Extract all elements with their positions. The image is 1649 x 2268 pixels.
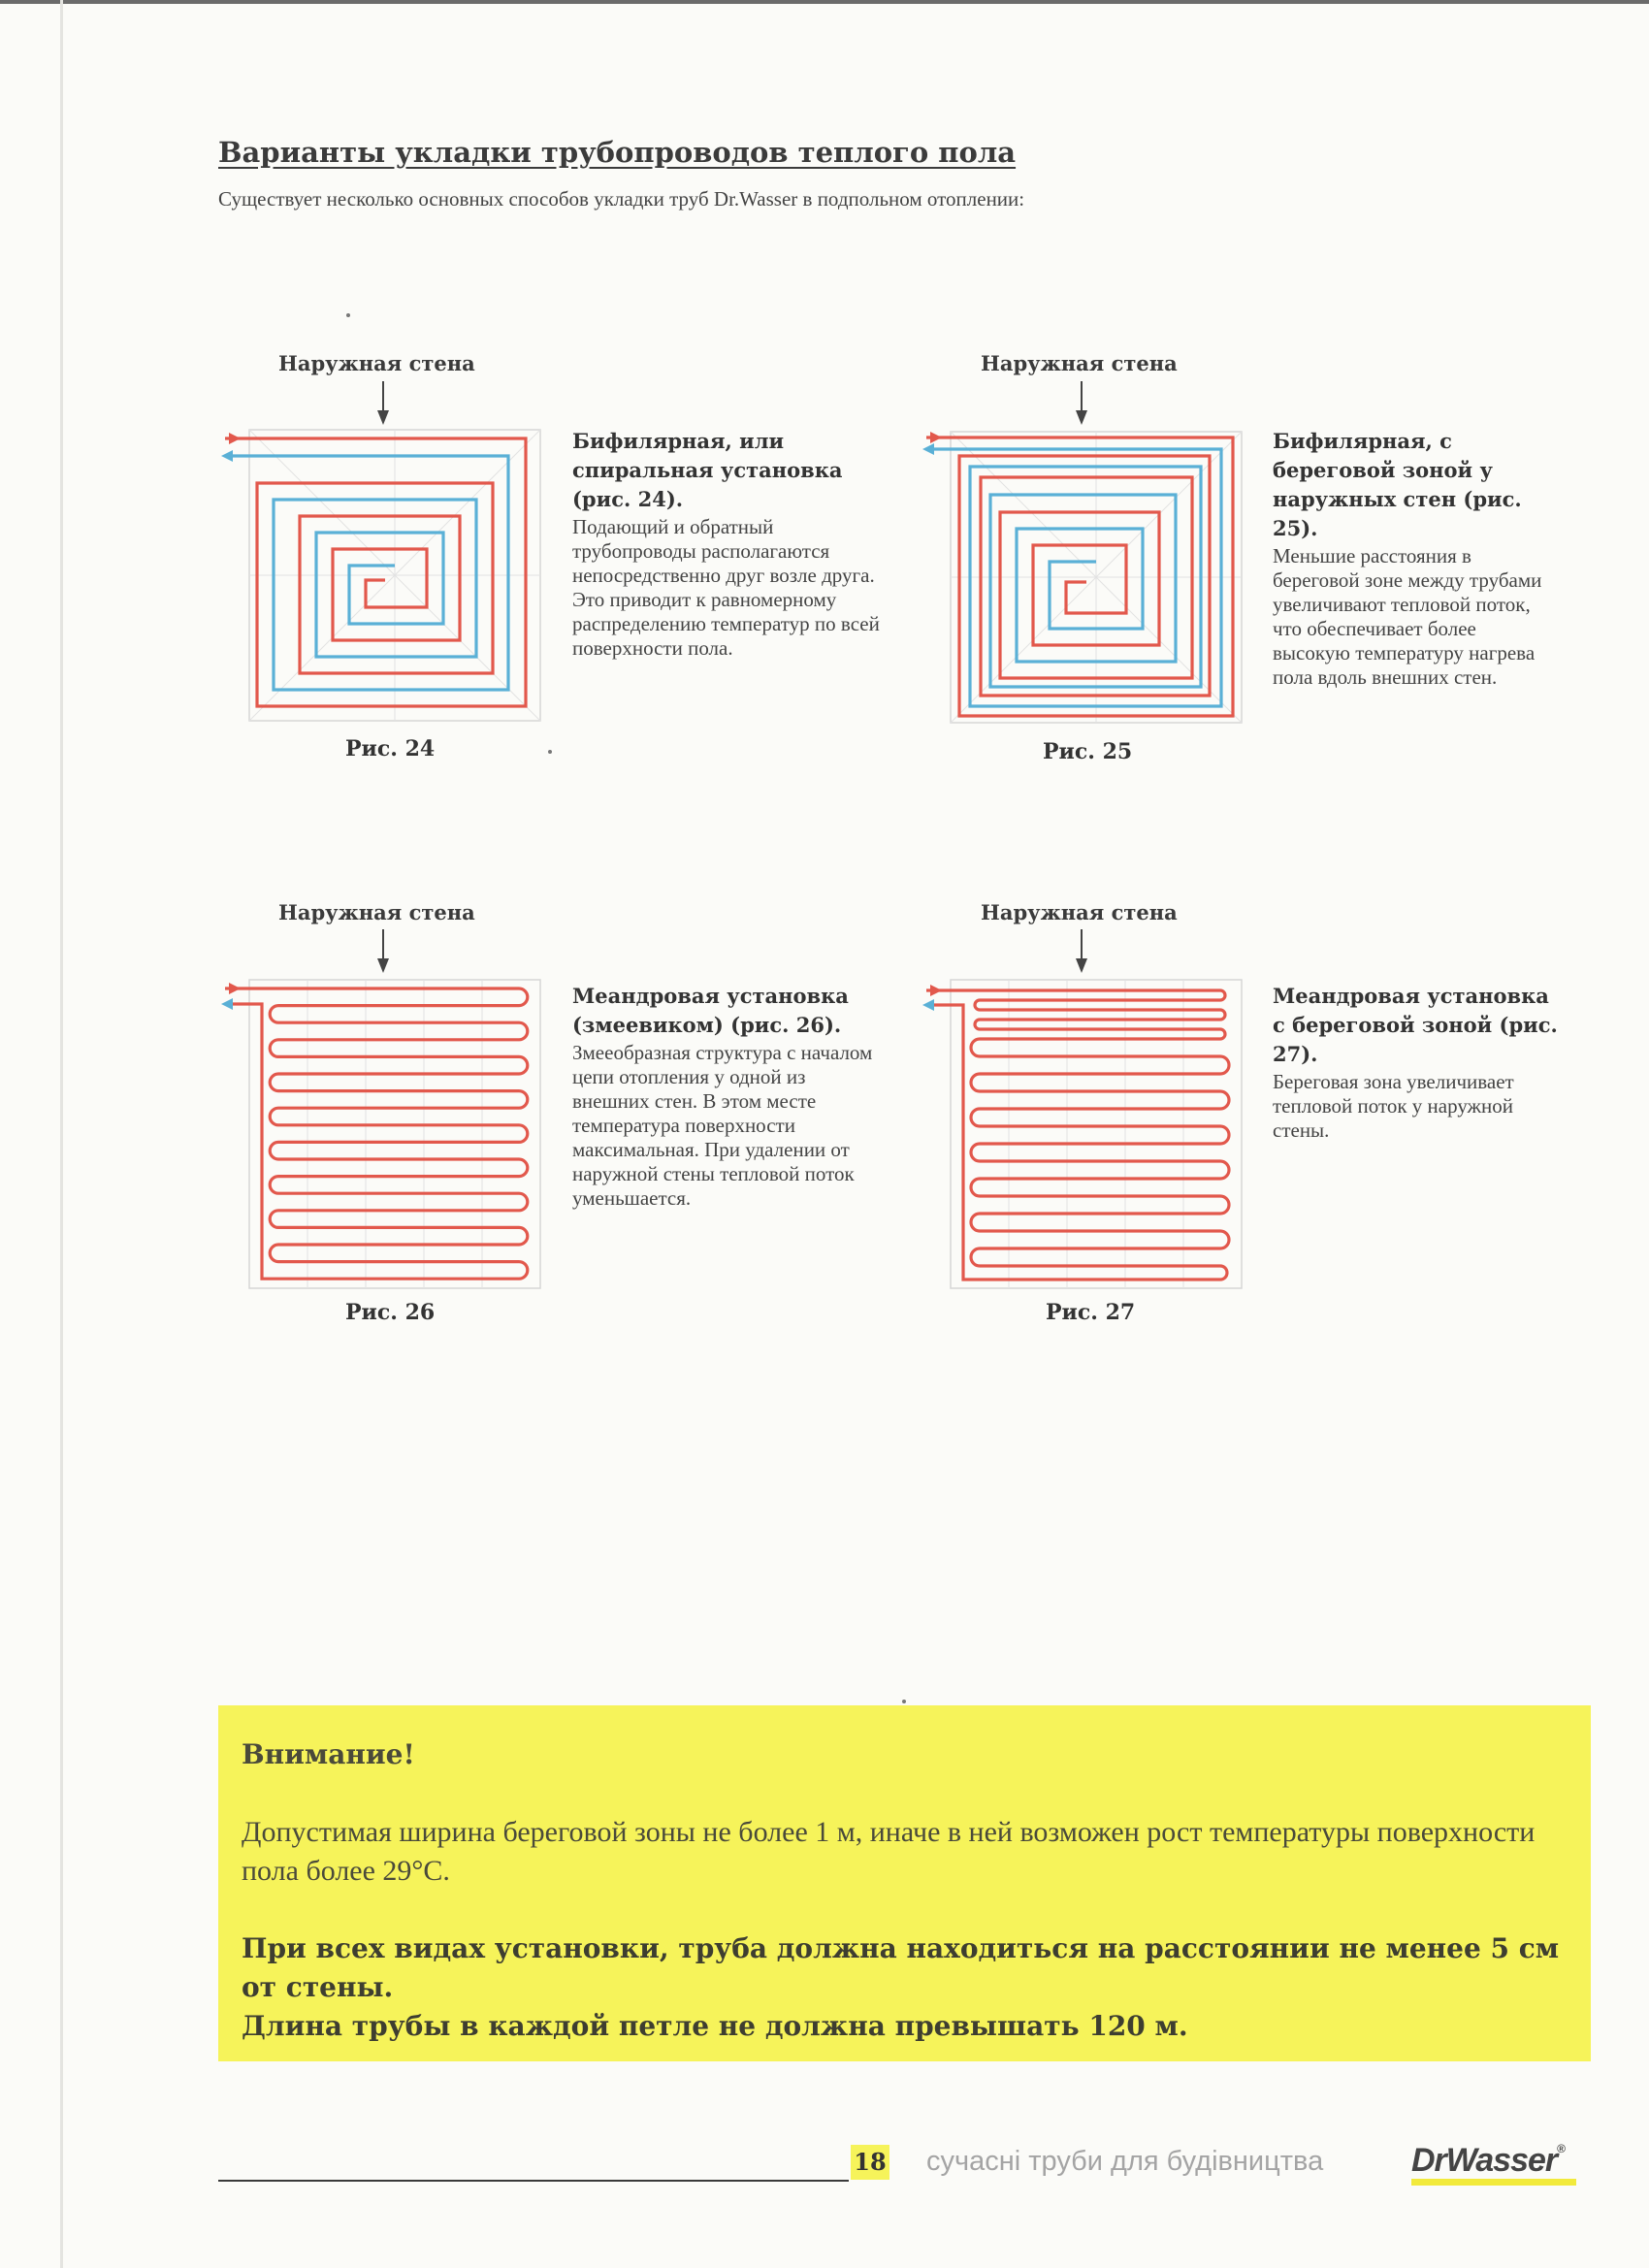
fig24-diagram bbox=[215, 425, 545, 726]
logo-text: DrWasser bbox=[1411, 2142, 1558, 2179]
fig27-supply-arrow-icon bbox=[930, 985, 942, 996]
fig26-diagram bbox=[215, 975, 545, 1295]
fig24-supply-arrow-icon bbox=[229, 433, 241, 444]
fig26-wall-label: Наружная стена bbox=[278, 900, 475, 924]
fig27-heading: Меандровая установка с береговой зоной (рис. 27). bbox=[1273, 984, 1558, 1066]
fig24-return-pipe bbox=[225, 456, 508, 690]
fig25-return-arrow-icon bbox=[922, 443, 934, 455]
fig27-wall-label: Наружная стена bbox=[981, 900, 1178, 924]
fig25-wall-arrow-icon bbox=[1074, 381, 1089, 426]
fig26-supply-arrow-icon bbox=[229, 983, 241, 994]
fig27-description bbox=[1273, 982, 1564, 1143]
fig25-text: Меньшие расстояния в береговой зоне между трубами увеличивают тепловой поток, что обеспечивает более высокую температуру нагрева пола вдоль внешних стен. bbox=[1273, 544, 1542, 689]
fig25-supply-arrow-icon bbox=[930, 432, 942, 443]
attention-notice bbox=[218, 1705, 1591, 2061]
page-number: 18 bbox=[851, 2145, 889, 2180]
fig26-room-outline bbox=[249, 980, 540, 1288]
fig25-diagram bbox=[917, 427, 1246, 728]
scan-speck bbox=[548, 750, 552, 754]
fig25-description bbox=[1273, 427, 1554, 690]
fig24-wall-arrow-icon bbox=[375, 381, 391, 426]
fig27-room-outline bbox=[951, 980, 1242, 1288]
drwasser-logo bbox=[1411, 2142, 1565, 2180]
fig27-diagram bbox=[917, 975, 1246, 1295]
fig26-return-arrow-icon bbox=[221, 998, 233, 1010]
fig26-wall-arrow-icon bbox=[375, 929, 391, 974]
fig27-return-arrow-icon bbox=[922, 999, 934, 1011]
fig26-heading: Меандровая установка (змеевиком) (рис. 26). bbox=[572, 984, 849, 1037]
scan-page-edge bbox=[60, 0, 63, 2268]
footer-rule bbox=[218, 2180, 849, 2182]
fig26-text: Змееобразная структура с началом цепи отопления у одной из внешних стен. В этом месте температура поверхности максимальная. При удалении от наружной стены тепловой поток уменьшается. bbox=[572, 1041, 873, 1210]
fig27-text: Береговая зона увеличивает тепловой поток у наружной стены. bbox=[1273, 1070, 1514, 1142]
fig27-caption: Рис. 27 bbox=[1046, 1300, 1136, 1325]
scan-speck bbox=[902, 1700, 906, 1703]
fig24-supply-pipe bbox=[225, 438, 526, 706]
fig27-wall-arrow-icon bbox=[1074, 929, 1089, 974]
scan-top-edge bbox=[0, 0, 1649, 4]
fig25-caption: Рис. 25 bbox=[1043, 739, 1133, 764]
notice-rule-length: Длина трубы в каждой петле не должна превышать 120 м. bbox=[242, 2010, 1188, 2042]
fig26-description bbox=[572, 982, 888, 1211]
fig24-room-outline bbox=[249, 430, 540, 721]
fig24-heading: Бифилярная, или спиральная установка (рис. 24). bbox=[572, 429, 843, 511]
notice-rule-distance: При всех видах установки, труба должна находиться на расстоянии не менее 5 см от стены. bbox=[242, 1932, 1560, 2003]
notice-title: Внимание! bbox=[242, 1738, 415, 1770]
scan-speck bbox=[346, 313, 350, 317]
logo-registered-mark: ® bbox=[1557, 2142, 1565, 2155]
fig24-caption: Рис. 24 bbox=[345, 736, 436, 761]
fig25-heading: Бифилярная, с береговой зоной у наружных стен (рис. 25). bbox=[1273, 429, 1522, 540]
fig26-caption: Рис. 26 bbox=[345, 1300, 436, 1325]
fig25-wall-label: Наружная стена bbox=[981, 351, 1178, 375]
footer-tagline: сучасні труби для будівництва bbox=[926, 2146, 1324, 2177]
notice-text: Допустимая ширина береговой зоны не более 1 м, иначе в ней возможен рост температуры поверхности пола более 29°С. bbox=[242, 1816, 1536, 1887]
logo-underline bbox=[1411, 2179, 1576, 2186]
fig24-wall-label: Наружная стена bbox=[278, 351, 475, 375]
page-title: Варианты укладки трубопроводов теплого пола bbox=[218, 136, 1017, 169]
fig24-text: Подающий и обратный трубопроводы располагаются непосредственно друг возле друга. Это приводит к равномерному распределению температур по всей поверхности пола. bbox=[572, 515, 880, 660]
fig24-return-arrow-icon bbox=[221, 450, 233, 462]
page-subtitle: Существует несколько основных способов укладки труб Dr.Wasser в подпольном отоплении: bbox=[218, 187, 1025, 211]
fig24-description bbox=[572, 427, 888, 661]
